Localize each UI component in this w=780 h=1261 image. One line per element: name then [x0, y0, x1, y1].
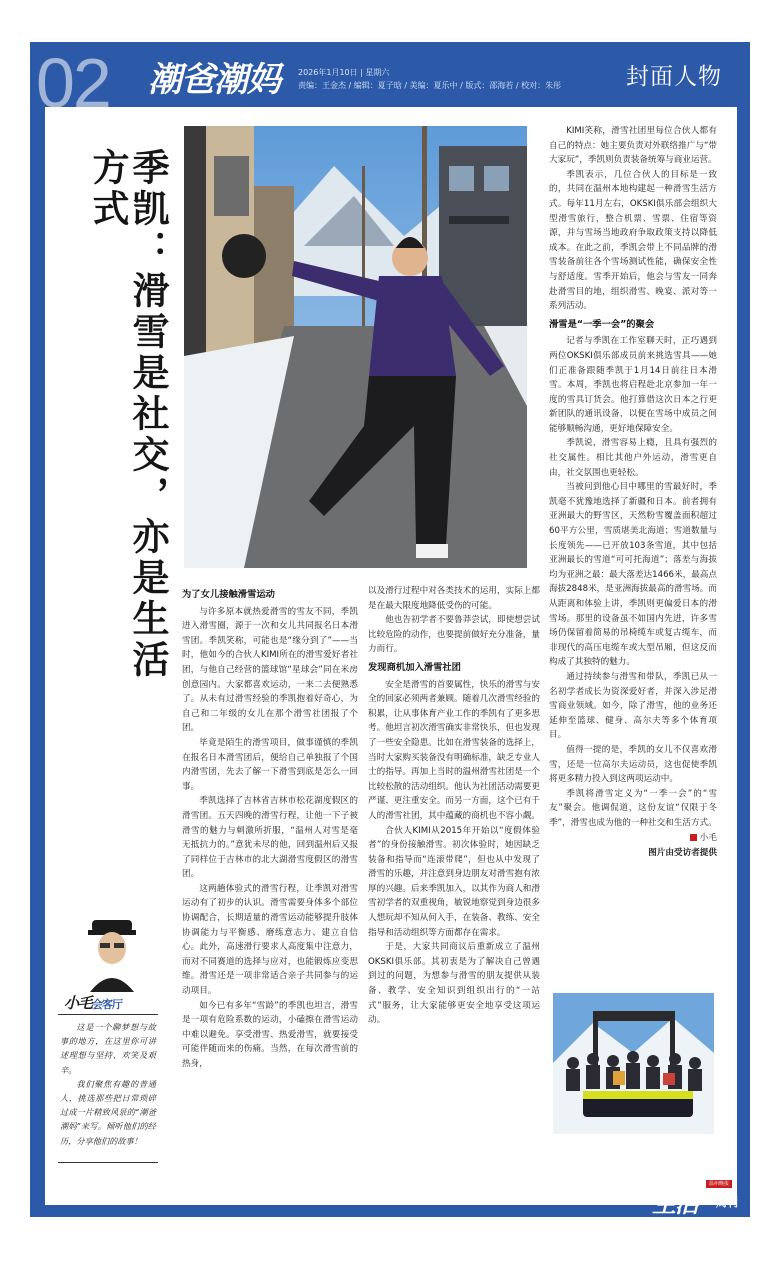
paragraph: 通过持续参与滑雪和带队，季凯已从一名初学者成长为资深爱好者，并深入涉足滑雪商业领域。如今，除了滑雪，他的业务还延伸至篮球、健身、高尔夫等多个体育项目。: [549, 671, 717, 741]
paragraph: 毕竟是陌生的滑雪项目，做事谨慎的季凯在报名日本滑雪团后，便给自己单独报了个国内滑雪团，先去了解一下滑雪到底是怎么一回事。: [182, 737, 358, 792]
author-signature: [549, 831, 717, 846]
paragraph: 与许多原本就热爱滑雪的雪友不同，季凯进入滑雪圈，源于一次和女儿共同报名日本滑雪团。季凯笑称，可能也是“缘分到了”——当时，他如今的合伙人KIMI所在的滑雪爱好者社团，与他自己经营的篮球馆“星球会”同在米房创意园内。大家都喜欢运动，一来二去便熟悉了。从未有过滑雪经验的季凯抱着好奇心，为自己和二年级的女儿在那个滑雪社团报了个团。: [182, 606, 358, 734]
hero-photo: [184, 126, 527, 568]
subheading-2: 发现商机加入滑雪社团: [368, 661, 461, 673]
paragraph: 季凯将滑雪定义为“一季一会”的“雪友”聚会。他调侃道，这份友谊“仅限于冬季”，滑雪也成为他的一种社交和生活方式。: [549, 788, 717, 828]
paragraph: 他也告初学者不要鲁莽尝试，即使想尝试比较危险的动作，也要提前做好充分准备，量力而行。: [368, 615, 540, 655]
subheading-1: 为了女儿接触滑雪运动: [182, 589, 275, 600]
brand-logo: 潮爸潮妈: [148, 60, 280, 100]
column-intro: [60, 1020, 156, 1148]
paragraph: 季凯说，滑雪容易上瘾，且具有强烈的社交属性。相比其他户外运动，滑雪更自由，社交氛围也更轻松。: [549, 438, 717, 478]
group-photo: [553, 993, 714, 1134]
signature-text: 小毛: [699, 832, 717, 843]
paragraph: 值得一提的是，季凯的女儿不仅喜欢滑雪，还是一位高尔夫运动员，这也促使季凯将更多精力投入到这两项运动中。: [549, 744, 717, 785]
article-column-1: [182, 584, 358, 1072]
paragraph: 季凯选择了吉林省吉林市松花湖度假区的滑雪团。五天四晚的滑雪行程，让他一下子被滑雪的魅力与刺激所折服，“温州人对雪是毫无抵抗力的。”意犹未尽的他，回到温州后又报了同样位于吉林市的北大湖滑雪度假区的滑雪团。: [182, 796, 358, 880]
section-title: 封面人物: [626, 64, 722, 90]
subheading-3: 滑雪是“一季一会”的聚会: [549, 318, 655, 330]
paragraph: 如今已有多年“雪龄”的季凯也坦言，滑雪是一项有危险系数的运动，小磕擦在滑雪运动中难以避免。享受滑雪、热爱滑雪，就要接受可能伴随而来的伤痛。当然，在每次滑雪前的热身，: [182, 1000, 358, 1069]
columnist-name-text: 小毛: [64, 994, 93, 1012]
date-line: 2026年1月10日 | 星期六: [298, 68, 390, 77]
paragraph: KIMI笑称，滑雪社团里每位合伙人都有自己的特点：她主要负责对外联络推广与“带大家玩”，季凯则负责装备统筹与商业运营。: [549, 126, 717, 166]
footer-subtitle: 周刊: [716, 1196, 738, 1209]
photo-credit: 图片由受访者提供: [648, 848, 717, 859]
intro-divider-bottom: [58, 1162, 158, 1163]
article-column-3: [549, 124, 717, 861]
paragraph: 安全是滑雪的首要属性，快乐的滑雪与安全的回家必须两者兼顾。随着几次滑雪经验的积累，让从事体育产业工作的季凯有了更多思考。他坦言初次滑雪确实非常快乐，但也发现了一些安全隐患。比如在滑雪装备的选择上，当时大家购买装备没有明确标准，缺乏专业人士的指导。再加上当时的温州滑雪社团是一个比较松散的活动组织。他认为社团活动需要更严谨、更注重安全。而另一方面，这个已有千人的滑雪社团，其中蕴藏的商机也不容小觑。: [368, 679, 540, 821]
signature-mark-icon: [690, 834, 697, 841]
columnist-name: [64, 992, 122, 1013]
paragraph: 这两趟体验式的滑雪行程，让季凯对滑雪运动有了初步的认识。滑雪需要身体多个部位协调配合，长期适量的滑雪运动能够提升肢体协调能力与平衡感、磨练意志力、建立自信心。此外，高速滑行要求人高度集中注意力，而对不同赛道的选择与应对，也能锻炼应变思维。滑雪还是一项非常适合亲子共同参与的运动项目。: [182, 883, 358, 997]
footer-logo: 生活: [652, 1190, 698, 1218]
intro-divider-top: [58, 1014, 158, 1015]
paragraph: 合伙人KIMI从2015年开始以“度假体验者”的身份接触滑雪。初次体验时，她因缺乏装备和指导而“连滚带爬”，但也从中发现了滑雪的乐趣，并注意到身边朋友对滑雪抱有浓厚的兴趣。后来季凯加入，以其作为商人和滑雪初学者的双重视角，敏锐地察觉到身边很多人想玩却不知从何入手，在装备、教练、安全指导和活动组织等方面都存在需求。: [368, 825, 540, 938]
paragraph: 于是，大家共同商议后重新成立了温州OKSKI俱乐部。其初衷是为了解决自己曾遇到过的问题，为想参与滑雪的朋友提供从装备、教学、安全知识到组织出行的“一站式”服务，让大家能够更安全地享受这项运动。: [368, 942, 540, 1026]
footer-tag: 温州晚报: [706, 1180, 732, 1188]
paragraph: 当被问到他心目中哪里的雪最好时，季凯毫不犹豫地选择了新疆和日本。前者拥有亚洲最大的野雪区，天然粉雪覆盖面积超过60平方公里，雪质堪美北海道；雪道数量与长度领先——已开放103条雪道，其中包括亚洲最长的雪道“可可托海道”；落差与海拔均为亚洲之最：最大落差达1466米，最高点海拔2848米，是亚洲海拔最高的滑雪场。而从距离和体验上讲，季凯则更偏爱日本的滑雪场。那里的设备虽不如国内先进，许多雪场仍保留着简易的吊椅缆车或复古缆车，而非现代的高压电缆车或大型吊厢，但这反而构成了其独特的魅力。: [549, 482, 717, 668]
intro-paragraph: 我们聚焦有趣的普通人，挑选那些把日常琐碎过成一片精致风景的“潮爸潮妈”来写。倾听他们的经历，分享他们的故事！: [60, 1078, 156, 1146]
staff-line: 责编：王金杰 / 编辑：夏子晗 / 美编：夏乐中 / 版式：邵海若 / 校对：朱彤: [298, 81, 562, 90]
article-column-2: [368, 584, 540, 1028]
paragraph: 季凯表示，几位合伙人的目标是一致的，共同在温州本地构建起一种滑雪生活方式。每年11月左右，OKSKI俱乐部会组织大型滑雪旅行，整合机票、雪票、住宿等资源，并与雪场当地政府争取政策支持以降低成本。在此之前，季凯会带上不同品牌的滑雪装备前往各个雪场测试性能，确保安全性与舒适度。雪季开始后，他会与雪友一同奔赴滑雪目的地，组织滑雪、晚宴、派对等一系列活动。: [549, 169, 717, 312]
intro-paragraph: 这是一个聊梦想与故事的地方，在这里你可讲述理想与坚持、欢笑及艰辛。: [60, 1022, 156, 1075]
paragraph: 以及滑行过程中对各类技术的运用，实际上都是在最大限度地降低受伤的可能。: [368, 586, 540, 611]
paragraph: 记者与季凯在工作室聊天时，正巧遇到两位OKSKI俱乐部成员前来挑选雪具——她们正准备跟随季凯于1月14日前往日本滑雪。本周，季凯也将启程赴北京参加一年一度的雪具订货会。他打算借这次日本之行更新团队的通讯设备，以便在雪场中成员之间能够顺畅沟通，更好地保障安全。: [549, 336, 717, 434]
article-headline: 季凯：滑雪是社交，亦是生活方式: [86, 148, 170, 681]
page-number: 02: [36, 44, 110, 122]
columnist-avatar: [84, 912, 140, 1004]
columnist-suffix: 会客厅: [92, 998, 123, 1011]
